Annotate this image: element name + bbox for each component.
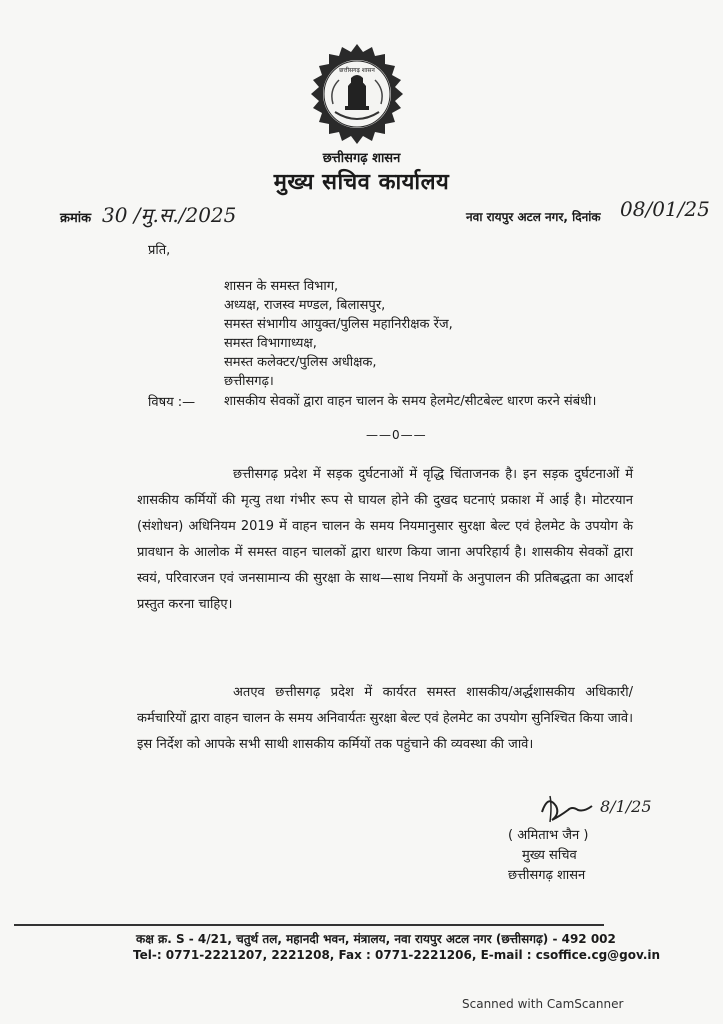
footer-address: कक्ष क्र. S - 4/21, चतुर्थ तल, महानदी भवन, मंत्रालय, नवा रायपुर अटल नगर (छत्तीसगढ़) - 492 002 xyxy=(136,932,616,946)
signature-date: 8/1/25 xyxy=(600,797,652,816)
subject-separator: ——0—— xyxy=(366,428,427,442)
recipient-line: छत्तीसगढ़। xyxy=(224,374,274,389)
subject-label: विषय :— xyxy=(148,395,196,410)
body-paragraph-1: छत्तीसगढ़ प्रदेश में सड़क दुर्घटनाओं में वृद्धि चिंताजनक है। इन सड़क दुर्घटनाओं में शासकीय कर्मियों की मृत्यु तथा गंभीर रूप से घायल होने की दुखद घटनाएं प्रकाश में आई है। मोटरयान (संशोधन) अधिनियम 2019 में वाहन चालन के समय नियमानुसार सुरक्षा बेल्ट एवं हेलमेट के उपयोग के प्रावधान के आलोक में समस्त वाहन चालकों द्वारा धारण किया जाना अपरिहार्य है। शासकीय सेवकों द्वारा स्वयं, परिवारजन एवं जनसामान्य की सुरक्षा के साथ—साथ नियमों के अनुपालन की प्रतिबद्धता का आदर्श प्रस्तुत करना चाहिए। xyxy=(137,467,633,612)
place-date-label: नवा रायपुर अटल नगर, दिनांक xyxy=(466,210,601,224)
footer-divider xyxy=(14,924,604,926)
recipient-line: समस्त कलेक्टर/पुलिस अधीक्षक, xyxy=(224,355,377,370)
subject-text: शासकीय सेवकों द्वारा वाहन चालन के समय हेलमेट/सीटबेल्ट धारण करने संबंधी। xyxy=(224,394,597,409)
salutation-prati: प्रति, xyxy=(148,243,171,258)
signatory-designation: मुख्य सचिव xyxy=(522,848,577,863)
emblem-ring-text: छत्तीसगढ़ शासन xyxy=(339,67,375,74)
reference-label: क्रमांक xyxy=(60,211,92,226)
state-emblem-icon xyxy=(305,42,409,146)
recipient-line: समस्त संभागीय आयुक्त/पुलिस महानिरीक्षक रेंज, xyxy=(224,317,453,332)
signatory-government: छत्तीसगढ़ शासन xyxy=(508,868,586,883)
recipient-line: शासन के समस्त विभाग, xyxy=(224,279,339,294)
body-paragraph-2: अतएव छत्तीसगढ़ प्रदेश में कार्यरत समस्त शासकीय/अर्द्धशासकीय अधिकारी/कर्मचारियों द्वारा वाहन चालन के समय अनिवार्यतः सुरक्षा बेल्ट एवं हेलमेट का उपयोग सुनिश्चित किया जावे। इस निर्देश को आपके सभी साथी शासकीय कर्मियों तक पहुंचाने की व्यवस्था की जावे। xyxy=(137,685,633,752)
footer-contact: Tel-: 0771-2221207, 2221208, Fax : 0771-2221206, E-mail : csoffice.cg@gov.in xyxy=(133,948,661,962)
recipient-list xyxy=(224,277,453,391)
scanner-watermark: Scanned with CamScanner xyxy=(462,997,624,1011)
recipient-line: समस्त विभागाध्यक्ष, xyxy=(224,336,317,351)
recipient-line: अध्यक्ष, राजस्व मण्डल, बिलासपुर, xyxy=(224,298,386,313)
government-name: छत्तीसगढ़ शासन xyxy=(322,151,401,166)
signatory-name: ( अमिताभ जैन ) xyxy=(508,828,589,843)
office-title: मुख्य सचिव कार्यालय xyxy=(273,170,450,195)
reference-number: 30 /मु.स./2025 xyxy=(102,203,237,227)
letter-date: 08/01/25 xyxy=(620,197,710,221)
